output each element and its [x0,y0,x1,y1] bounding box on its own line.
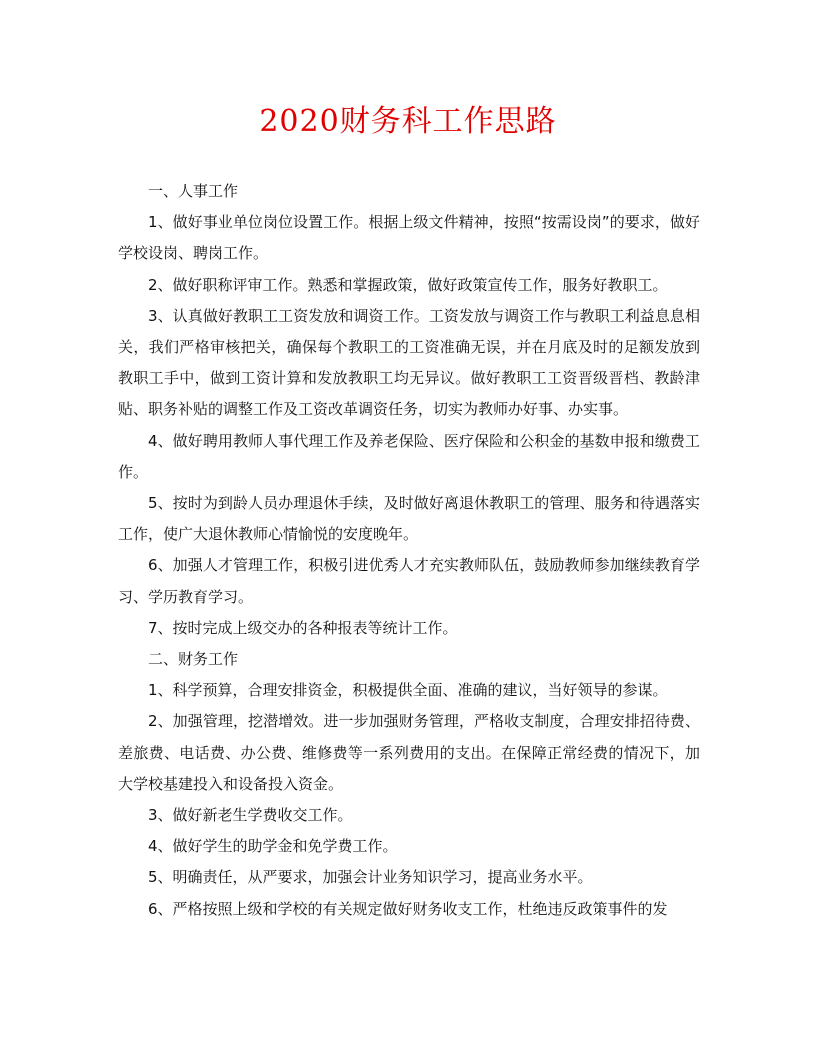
paragraph: 1、科学预算，合理安排资金，积极提供全面、准确的建议，当好领导的参谋。 [148,681,668,700]
document-body [118,176,700,925]
section-heading-personnel: 一、人事工作 [148,182,239,200]
paragraph: 3、认真做好教职工工资发放和调资工作。工资发放与调资工作与教职工利益息息相关，我们严格审核把关，确保每个教职工的工资准确无误，并在月底及时的足额发放到教职工手中，做到工资计算和发放教职工均无异议。做好教职工工资晋级晋档、教龄津贴、职务补贴的调整工作及工资改革调资任务，切实为教师办好事、办实事。 [118,306,700,419]
paragraph: 7、按时完成上级交办的各种报表等统计工作。 [148,618,458,637]
paragraph: 6、加强人才管理工作，积极引进优秀人才充实教师队伍，鼓励教师参加继续教育学习、学历教育学习。 [118,556,700,606]
paragraph: 4、做好学生的助学金和免学费工作。 [148,837,398,856]
paragraph: 5、按时为到龄人员办理退休手续，及时做好离退休教职工的管理、服务和待遇落实工作，使广大退休教师心情愉悦的安度晚年。 [118,494,700,544]
paragraph: 6、严格按照上级和学校的有关规定做好财务收支工作，杜绝违反政策事件的发 [148,899,668,918]
paragraph: 5、明确责任，从严要求，加强会计业务知识学习，提高业务水平。 [148,868,593,887]
paragraph: 4、做好聘用教师人事代理工作及养老保险、医疗保险和公积金的基数申报和缴费工作。 [118,431,700,481]
paragraph: 2、加强管理，挖潜增效。进一步加强财务管理，严格收支制度，合理安排招待费、差旅费、电话费、办公费、维修费等一系列费用的支出。在保障正常经费的情况下，加大学校基建投入和设备投入资金。 [118,712,700,793]
paragraph: 1、做好事业单位岗位设置工作。根据上级文件精神，按照“按需设岗”的要求，做好学校设岗、聘岗工作。 [118,213,700,263]
document-title: 2020财务科工作思路 [259,104,557,139]
section-heading-finance: 二、财务工作 [148,650,239,669]
paragraph: 2、做好职称评审工作。熟悉和掌握政策，做好政策宣传工作，服务好教职工。 [148,275,668,294]
paragraph: 3、做好新老生学费收交工作。 [148,806,353,825]
